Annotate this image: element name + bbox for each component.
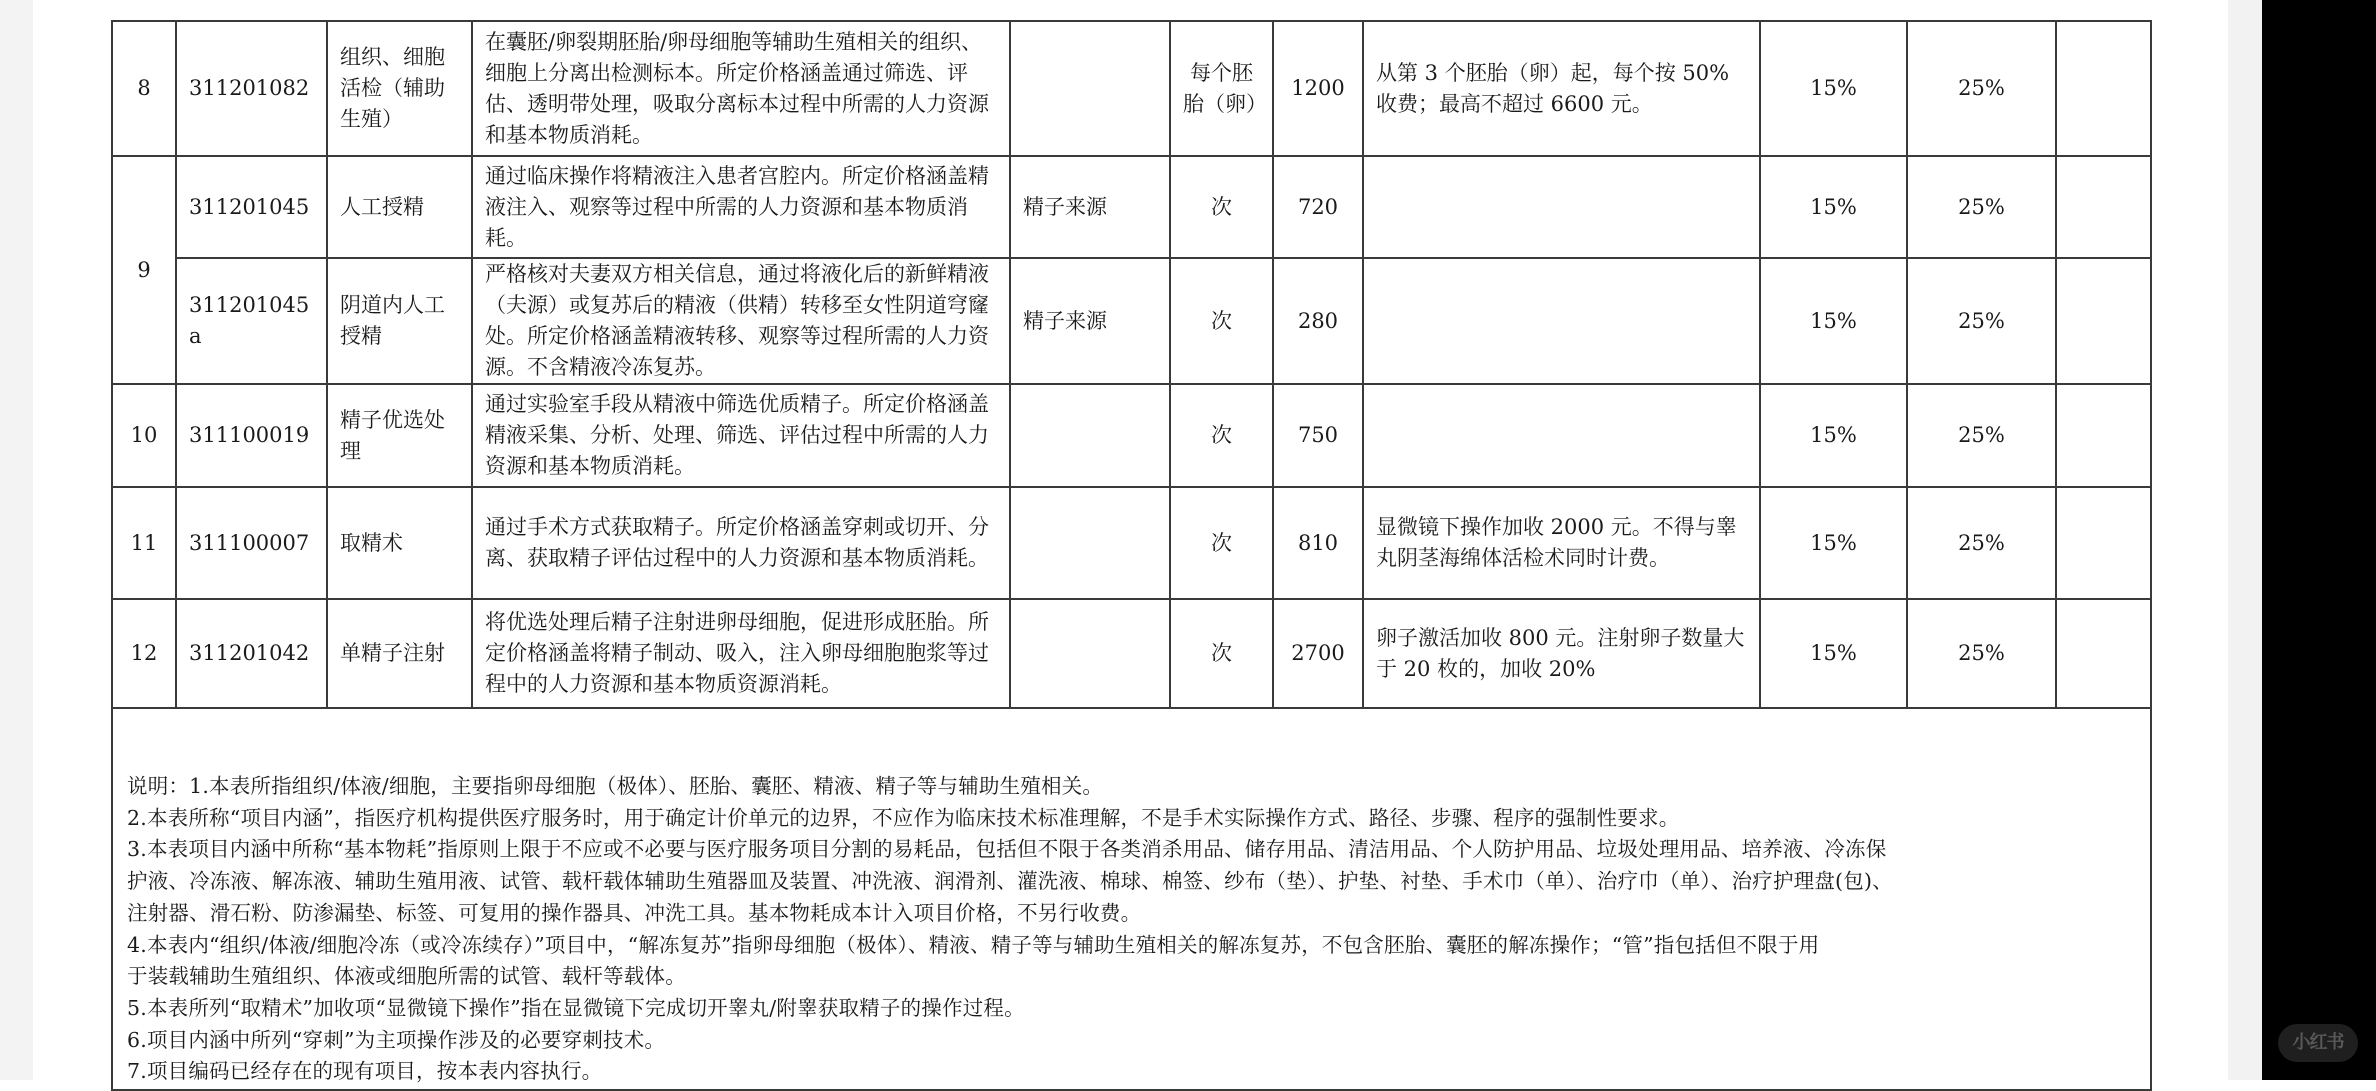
- extra-cell: [2056, 21, 2151, 156]
- note-line: 7.项目编码已经存在的现有项目，按本表内容执行。: [127, 1059, 603, 1084]
- code-cell: 311201045a: [176, 258, 327, 384]
- rate1-cell: 15%: [1760, 487, 1907, 599]
- note-line: 于装载辅助生殖组织、体液或细胞所需的试管、载杆等载体。: [127, 964, 686, 989]
- rate2-cell: 25%: [1907, 21, 2056, 156]
- table-row: [112, 258, 2151, 384]
- rate2-cell: 25%: [1907, 487, 2056, 599]
- code-cell: 311100019: [176, 384, 327, 487]
- table-row: [112, 487, 2151, 599]
- note-cell: 从第 3 个胚胎（卵）起，每个按 50% 收费；最高不超过 6600 元。: [1363, 21, 1760, 156]
- exclusion-cell: 精子来源: [1010, 156, 1170, 258]
- extra-cell: [2056, 384, 2151, 487]
- rate2-cell: 25%: [1907, 384, 2056, 487]
- rate2-cell: 25%: [1907, 156, 2056, 258]
- content-cell: 通过手术方式获取精子。所定价格涵盖穿刺或切开、分离、获取精子评估过程中的人力资源和基本物质消耗。: [472, 487, 1010, 599]
- note-line: 注射器、滑石粉、防渗漏垫、标签、可复用的操作器具、冲洗工具。基本物耗成本计入项目价格，不另行收费。: [127, 900, 1142, 925]
- rate1-cell: 15%: [1760, 156, 1907, 258]
- rate2-cell: 25%: [1907, 258, 2056, 384]
- price-cell: 810: [1273, 487, 1363, 599]
- content-cell: 严格核对夫妻双方相关信息，通过将液化后的新鲜精液（夫源）或复苏后的精液（供精）转移至女性阴道穹窿处。所定价格涵盖精液转移、观察等过程所需的人力资源。不含精液冷冻复苏。: [472, 258, 1010, 384]
- unit-cell: 每个胚胎（卵）: [1170, 21, 1273, 156]
- price-cell: 720: [1273, 156, 1363, 258]
- name-cell: 取精术: [327, 487, 472, 599]
- rate1-cell: 15%: [1760, 258, 1907, 384]
- table-row: [112, 599, 2151, 708]
- note-cell: 显微镜下操作加收 2000 元。不得与睾丸阴茎海绵体活检术同时计费。: [1363, 487, 1760, 599]
- name-cell: 阴道内人工授精: [327, 258, 472, 384]
- xiaohongshu-watermark: 小红书: [2278, 1024, 2358, 1062]
- note-line: 6.项目内涵中所列“穿刺”为主项操作涉及的必要穿刺技术。: [127, 1027, 666, 1052]
- seq-cell: 11: [112, 487, 176, 599]
- price-cell: 2700: [1273, 599, 1363, 708]
- viewer-right-margin: [2228, 0, 2262, 1080]
- content-cell: 在囊胚/卵裂期胚胎/卵母细胞等辅助生殖相关的组织、细胞上分离出检测标本。所定价格涵盖通过筛选、评估、透明带处理，吸取分离标本过程中所需的人力资源和基本物质消耗。: [472, 21, 1010, 156]
- code-cell: 311201045: [176, 156, 327, 258]
- unit-cell: 次: [1170, 599, 1273, 708]
- name-cell: 精子优选处理: [327, 384, 472, 487]
- seq-cell: 9: [112, 156, 176, 384]
- content-cell: 通过实验室手段从精液中筛选优质精子。所定价格涵盖精液采集、分析、处理、筛选、评估过程中所需的人力资源和基本物质消耗。: [472, 384, 1010, 487]
- exclusion-cell: [1010, 487, 1170, 599]
- notes-row: [112, 708, 2151, 1090]
- note-cell: 卵子激活加收 800 元。注射卵子数量大于 20 枚的，加收 20%: [1363, 599, 1760, 708]
- note-cell: [1363, 384, 1760, 487]
- note-line: 4.本表内“组织/体液/细胞冷冻（或冷冻续存）”项目中，“解冻复苏”指卵母细胞（极体）、精液、精子等与辅助生殖相关的解冻复苏，不包含胚胎、囊胚的解冻操作；“管”指包括但不限于用: [127, 932, 1820, 957]
- viewer-left-margin: [0, 0, 33, 1080]
- exclusion-cell: [1010, 599, 1170, 708]
- price-cell: 750: [1273, 384, 1363, 487]
- rate1-cell: 15%: [1760, 599, 1907, 708]
- note-line: 5.本表所列“取精术”加收项“显微镜下操作”指在显微镜下完成切开睾丸/附睾获取精子的操作过程。: [127, 995, 1025, 1020]
- name-cell: 单精子注射: [327, 599, 472, 708]
- viewer-side-bar: [2262, 0, 2376, 1080]
- note-line: 2.本表所称“项目内涵”，指医疗机构提供医疗服务时，用于确定计价单元的边界，不应作为临床技术标准理解，不是手术实际操作方式、路径、步骤、程序的强制性要求。: [127, 805, 1680, 830]
- seq-cell: 10: [112, 384, 176, 487]
- name-cell: 组织、细胞活检（辅助生殖）: [327, 21, 472, 156]
- unit-cell: 次: [1170, 487, 1273, 599]
- extra-cell: [2056, 487, 2151, 599]
- code-cell: 311201042: [176, 599, 327, 708]
- note-cell: [1363, 258, 1760, 384]
- exclusion-cell: [1010, 384, 1170, 487]
- seq-cell: 8: [112, 21, 176, 156]
- price-cell: 1200: [1273, 21, 1363, 156]
- notes-block: [113, 709, 2150, 1088]
- table-row: [112, 21, 2151, 156]
- exclusion-cell: [1010, 21, 1170, 156]
- unit-cell: 次: [1170, 384, 1273, 487]
- extra-cell: [2056, 599, 2151, 708]
- rate2-cell: 25%: [1907, 599, 2056, 708]
- note-cell: [1363, 156, 1760, 258]
- note-line: 3.本表项目内涵中所称“基本物耗”指原则上限于不应或不必要与医疗服务项目分割的易耗品，包括但不限于各类消杀用品、储存用品、清洁用品、个人防护用品、垃圾处理用品、培养液、冷冻保: [127, 837, 1887, 862]
- note-line: 护液、冷冻液、解冻液、辅助生殖用液、试管、载杆载体辅助生殖器皿及装置、冲洗液、润滑剂、灌洗液、棉球、棉签、纱布（垫）、护垫、衬垫、手术巾（单）、治疗巾（单）、治疗护理盘(包)、: [127, 869, 1893, 894]
- fee-schedule-table: [111, 20, 2152, 1091]
- content-cell: 通过临床操作将精液注入患者宫腔内。所定价格涵盖精液注入、观察等过程中所需的人力资源和基本物质消耗。: [472, 156, 1010, 258]
- table-row: [112, 156, 2151, 258]
- notes-cell: [112, 708, 2151, 1090]
- extra-cell: [2056, 258, 2151, 384]
- code-cell: 311100007: [176, 487, 327, 599]
- rate1-cell: 15%: [1760, 384, 1907, 487]
- unit-cell: 次: [1170, 156, 1273, 258]
- unit-cell: 次: [1170, 258, 1273, 384]
- code-cell: 311201082: [176, 21, 327, 156]
- seq-cell: 12: [112, 599, 176, 708]
- price-cell: 280: [1273, 258, 1363, 384]
- content-cell: 将优选处理后精子注射进卵母细胞，促进形成胚胎。所定价格涵盖将精子制动、吸入，注入卵母细胞胞浆等过程中的人力资源和基本物质资源消耗。: [472, 599, 1010, 708]
- exclusion-cell: 精子来源: [1010, 258, 1170, 384]
- rate1-cell: 15%: [1760, 21, 1907, 156]
- extra-cell: [2056, 156, 2151, 258]
- name-cell: 人工授精: [327, 156, 472, 258]
- note-line: 说明：1.本表所指组织/体液/细胞，主要指卵母细胞（极体）、胚胎、囊胚、精液、精子等与辅助生殖相关。: [127, 774, 1104, 798]
- table-row: [112, 384, 2151, 487]
